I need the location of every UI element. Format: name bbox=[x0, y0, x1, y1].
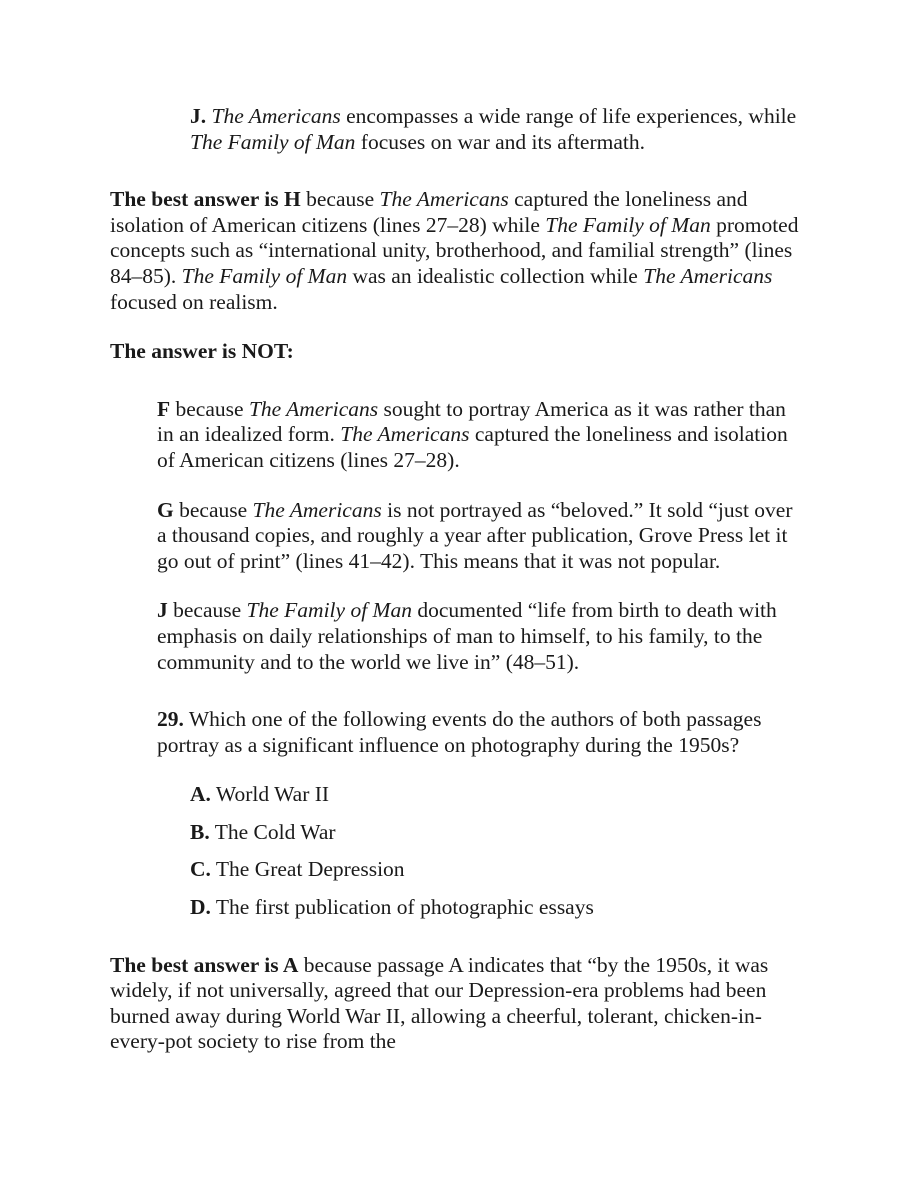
best-answer-a-lead: The best answer is A bbox=[110, 952, 299, 977]
best-answer-h-text-5: focused on realism. bbox=[110, 289, 278, 314]
not-j-text-2: documented “life from birth to death with emphasis on daily relationships of man to himself, to his family, to the community and to the world we live in” (48–51). bbox=[157, 598, 777, 674]
choice-j-text-2: focuses on war and its aftermath. bbox=[355, 129, 645, 154]
choice-label-c: C. bbox=[190, 857, 211, 882]
choice-j-text-1: encompasses a wide range of life experiences, while bbox=[340, 104, 797, 128]
answer-choice-c[interactable] bbox=[190, 857, 800, 883]
best-answer-h-lead: The best answer is H bbox=[110, 187, 301, 212]
best-answer-h-text-2: captured the loneliness and isolation of American citizens (lines 27–28) while bbox=[110, 187, 748, 237]
answer-choice-j-continued bbox=[190, 104, 800, 155]
choice-text-a: World War II bbox=[210, 782, 330, 807]
best-answer-h-title-1: The Americans bbox=[379, 187, 509, 212]
best-answer-h-text-4: was an idealistic collection while bbox=[347, 263, 644, 288]
question-29-number: 29. bbox=[157, 707, 184, 732]
question-29-text: Which one of the following events do the authors of both passages portray as a significant influence on photography during the 1950s? bbox=[157, 707, 762, 757]
best-answer-h-title-2: The Family of Man bbox=[545, 212, 711, 237]
answer-choice-b[interactable] bbox=[190, 820, 800, 846]
answer-is-not-heading: The answer is NOT: bbox=[110, 339, 294, 364]
not-f-text-3: captured the loneliness and isolation of American citizens (lines 27–28). bbox=[157, 422, 788, 472]
not-g-text-1: because bbox=[173, 497, 253, 522]
not-j-title-1: The Family of Man bbox=[246, 598, 412, 623]
question-29 bbox=[157, 707, 800, 758]
choice-j-title-2: The Family of Man bbox=[190, 129, 356, 154]
answer-choice-d[interactable] bbox=[190, 895, 800, 921]
best-answer-h-title-4: The Americans bbox=[643, 263, 773, 288]
not-label-f: F bbox=[157, 396, 171, 421]
question-29-choices bbox=[110, 782, 800, 920]
not-label-j: J bbox=[157, 598, 168, 623]
not-g-text-2: is not portrayed as “beloved.” It sold “just over a thousand copies, and roughly a year after publication, Grove Press let it go out of print” (lines 41–42). This means that it was not popular. bbox=[157, 497, 793, 573]
choice-text-c: The Great Depression bbox=[210, 857, 405, 882]
answer-choice-a[interactable] bbox=[190, 782, 800, 808]
not-explanation-f bbox=[157, 397, 800, 474]
choice-label-d: D. bbox=[190, 895, 211, 920]
choice-j-title-1: The Americans bbox=[206, 104, 341, 128]
choice-text-d: The first publication of photographic essays bbox=[210, 895, 594, 920]
not-label-g: G bbox=[157, 497, 174, 522]
not-j-text-1: because bbox=[167, 598, 247, 623]
choice-text-b: The Cold War bbox=[209, 819, 336, 844]
best-answer-h-text-1: because bbox=[300, 187, 380, 212]
not-f-text-2: sought to portray America as it was rather than in an idealized form. bbox=[157, 396, 786, 447]
not-g-title-1: The Americans bbox=[252, 497, 382, 522]
not-f-title-1: The Americans bbox=[248, 396, 379, 421]
not-f-text-1: because bbox=[170, 396, 249, 421]
best-answer-a-explanation bbox=[110, 953, 800, 1055]
choice-label-b: B. bbox=[190, 819, 210, 844]
choice-label-j: J. bbox=[190, 104, 207, 128]
best-answer-h-text-3: promoted concepts such as “international unity, brotherhood, and familial strength” (lines 84–85). bbox=[110, 212, 799, 288]
not-explanation-g bbox=[157, 498, 800, 575]
best-answer-h-title-3: The Family of Man bbox=[181, 263, 348, 288]
best-answer-a-text: because passage A indicates that “by the 1950s, it was widely, if not universally, agreed that our Depression-era problems had been burned away during World War II, allowing a cheerful, tolerant, chicken-in-every-pot society to rise from the bbox=[110, 952, 769, 1054]
document-body bbox=[110, 104, 800, 1055]
best-answer-h-explanation bbox=[110, 187, 800, 315]
choice-label-a: A. bbox=[190, 782, 211, 807]
not-f-title-2: The Americans bbox=[340, 422, 470, 447]
not-explanation-j bbox=[157, 598, 800, 675]
